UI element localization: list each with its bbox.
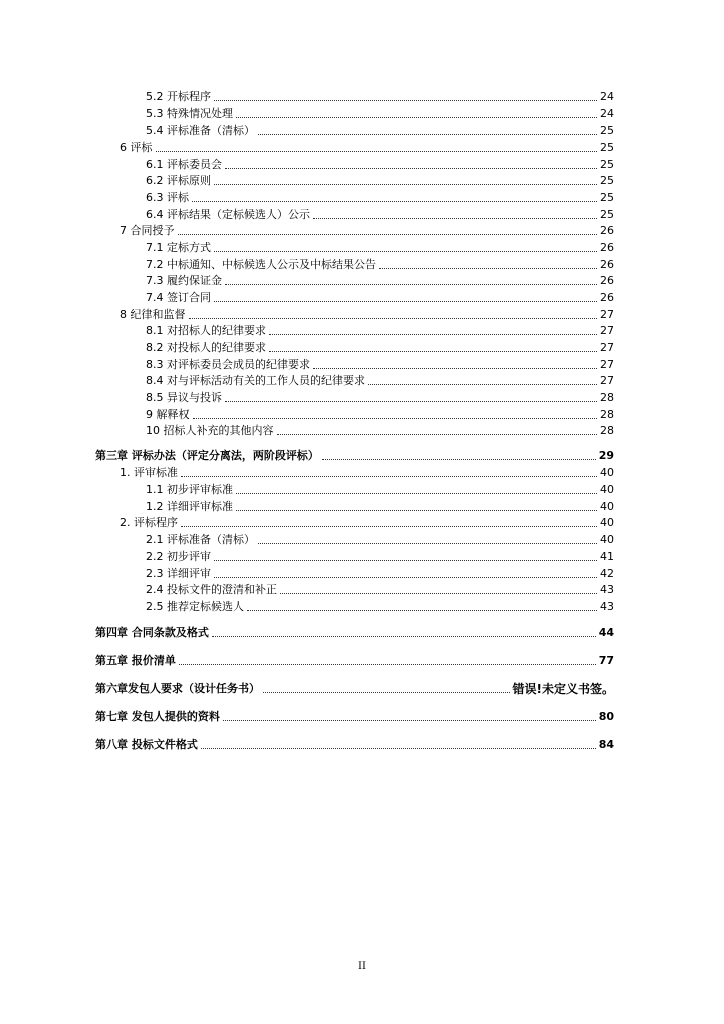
toc-entry[interactable] <box>0 156 614 172</box>
toc-entry-page: 28 <box>600 424 614 437</box>
toc-dot-leader <box>379 268 597 269</box>
toc-entry-page: 26 <box>600 291 614 304</box>
toc-entry[interactable] <box>0 389 614 405</box>
toc-entry-title: 6 评标 <box>120 141 153 154</box>
toc-entry-title: 第四章 合同条款及格式 <box>95 626 209 639</box>
toc-entry-title: 8.2 对投标人的纪律要求 <box>146 341 266 354</box>
toc-entry[interactable] <box>0 406 614 422</box>
toc-entry-page: 40 <box>600 500 614 513</box>
toc-dot-leader <box>247 610 597 611</box>
toc-entry[interactable] <box>0 322 614 338</box>
toc-dot-leader <box>258 134 597 135</box>
toc-entry-title: 6.4 评标结果（定标候选人）公示 <box>146 208 310 221</box>
toc-entry-title: 10 招标人补充的其他内容 <box>146 424 274 437</box>
toc-entry-title: 8.5 异议与投诉 <box>146 391 222 404</box>
toc-entry[interactable] <box>0 105 614 121</box>
toc-entry-title: 第七章 发包人提供的资料 <box>95 710 220 723</box>
toc-entry[interactable] <box>0 548 614 564</box>
toc-entry[interactable] <box>0 122 614 138</box>
toc-entry[interactable] <box>0 206 614 222</box>
toc-dot-leader <box>178 234 598 235</box>
toc-entry-page: 25 <box>600 158 614 171</box>
toc-entry-title: 第三章 评标办法（评定分离法，两阶段评标） <box>95 449 319 462</box>
toc-entry-title: 2.2 初步评审 <box>146 550 211 563</box>
toc-entry-title: 8.3 对评标委员会成员的纪律要求 <box>146 358 310 371</box>
toc-entry-page: 80 <box>598 710 614 723</box>
toc-dot-leader <box>280 593 597 594</box>
toc-dot-leader <box>214 100 597 101</box>
toc-entry-title: 第八章 投标文件格式 <box>95 738 198 751</box>
toc-entry[interactable] <box>0 680 614 696</box>
toc-entry[interactable] <box>0 239 614 255</box>
toc-entry-page: 40 <box>600 483 614 496</box>
toc-entry[interactable] <box>0 464 614 480</box>
toc-entry-page: 40 <box>600 516 614 529</box>
toc-entry[interactable] <box>0 481 614 497</box>
toc-entry-title: 2.4 投标文件的澄清和补正 <box>146 583 277 596</box>
toc-entry[interactable] <box>0 708 614 724</box>
toc-dot-leader <box>214 560 597 561</box>
toc-entry-page: 40 <box>600 466 614 479</box>
toc-entry[interactable] <box>0 189 614 205</box>
toc-entry-page: 27 <box>600 374 614 387</box>
toc-entry-title: 2. 评标程序 <box>120 516 178 529</box>
toc-entry-page: 40 <box>600 533 614 546</box>
toc-entry[interactable] <box>0 172 614 188</box>
toc-entry-title: 1.2 详细评审标准 <box>146 500 233 513</box>
toc-entry-page: 25 <box>600 208 614 221</box>
toc-entry-title: 8.4 对与评标活动有关的工作人员的纪律要求 <box>146 374 365 387</box>
toc-entry[interactable] <box>0 88 614 104</box>
toc-entry-page: 28 <box>600 408 614 421</box>
toc-entry-title: 6.3 评标 <box>146 191 189 204</box>
toc-entry-title: 2.3 详细评审 <box>146 567 211 580</box>
toc-entry-page: 28 <box>600 391 614 404</box>
toc-entry-page: 24 <box>600 107 614 120</box>
toc-dot-leader <box>313 218 597 219</box>
toc-entry-title: 7.1 定标方式 <box>146 241 211 254</box>
toc-dot-leader <box>225 284 597 285</box>
toc-entry[interactable] <box>0 422 614 438</box>
toc-dot-leader <box>236 493 597 494</box>
toc-dot-leader <box>201 748 596 749</box>
toc-entry[interactable] <box>0 581 614 597</box>
toc-dot-leader <box>214 184 597 185</box>
toc-dot-leader <box>263 692 510 693</box>
toc-dot-leader <box>258 543 597 544</box>
toc-dot-leader <box>214 301 597 302</box>
toc-entry-page: 44 <box>598 626 614 639</box>
toc-entry[interactable] <box>0 498 614 514</box>
toc-entry[interactable] <box>0 272 614 288</box>
toc-dot-leader <box>156 151 598 152</box>
toc-entry-error-text: 错误!未定义书签。 <box>512 682 614 696</box>
toc-entry-page: 41 <box>600 550 614 563</box>
toc-entry-title: 7.4 签订合同 <box>146 291 211 304</box>
toc-entry-page: 84 <box>598 738 614 751</box>
toc-dot-leader <box>322 459 596 460</box>
toc-entry-page: 25 <box>600 174 614 187</box>
toc-dot-leader <box>192 201 597 202</box>
toc-entry-title: 第六章发包人要求（设计任务书） <box>95 682 260 695</box>
toc-entry-page: 24 <box>600 90 614 103</box>
toc-entry-page: 25 <box>600 191 614 204</box>
toc-entry[interactable] <box>0 447 614 463</box>
toc-dot-leader <box>313 368 597 369</box>
toc-entry-title: 第五章 报价清单 <box>95 654 176 667</box>
toc-entry[interactable] <box>0 624 614 640</box>
toc-entry[interactable] <box>0 289 614 305</box>
toc-entry-title: 2.5 推荐定标候选人 <box>146 600 244 613</box>
toc-entry-page: 27 <box>600 358 614 371</box>
toc-entry-title: 9 解释权 <box>146 408 190 421</box>
toc-entry-page: 77 <box>598 654 614 667</box>
toc-entry-page: 26 <box>600 224 614 237</box>
toc-entry-title: 6.2 评标原则 <box>146 174 211 187</box>
toc-entry-title: 5.4 评标准备（清标） <box>146 124 255 137</box>
toc-entry-page: 29 <box>598 449 614 462</box>
toc-dot-leader <box>181 526 597 527</box>
toc-entry-page: 42 <box>600 567 614 580</box>
toc-entry[interactable] <box>0 598 614 614</box>
toc-dot-leader <box>225 168 597 169</box>
toc-entry[interactable] <box>0 372 614 388</box>
toc-entry[interactable] <box>0 139 614 155</box>
toc-dot-leader <box>193 418 598 419</box>
toc-entry-title: 6.1 评标委员会 <box>146 158 222 171</box>
toc-dot-leader <box>277 434 598 435</box>
toc-entry[interactable] <box>0 531 614 547</box>
toc-dot-leader <box>214 577 597 578</box>
toc-entry-page: 26 <box>600 274 614 287</box>
toc-entry-page: 25 <box>600 124 614 137</box>
toc-entry-page: 43 <box>600 583 614 596</box>
toc-entry-page: 43 <box>600 600 614 613</box>
toc-entry[interactable] <box>0 222 614 238</box>
toc-entry-title: 8 纪律和监督 <box>120 308 186 321</box>
toc-entry-page: 26 <box>600 258 614 271</box>
toc-dot-leader <box>269 351 597 352</box>
toc-entry[interactable] <box>0 306 614 322</box>
toc-dot-leader <box>368 384 597 385</box>
toc-dot-leader <box>225 401 597 402</box>
toc-entry-title: 2.1 评标准备（清标） <box>146 533 255 546</box>
toc-entry[interactable] <box>0 339 614 355</box>
page-number: II <box>358 961 366 972</box>
toc-dot-leader <box>189 318 598 319</box>
toc-entry[interactable] <box>0 256 614 272</box>
toc-entry[interactable] <box>0 736 614 752</box>
toc-dot-leader <box>181 476 597 477</box>
toc-entry-title: 7 合同授予 <box>120 224 175 237</box>
toc-dot-leader <box>214 251 597 252</box>
toc-entry[interactable] <box>0 356 614 372</box>
toc-dot-leader <box>212 636 596 637</box>
toc-entry[interactable] <box>0 565 614 581</box>
toc-dot-leader <box>236 510 597 511</box>
toc-entry-page: 25 <box>600 141 614 154</box>
toc-entry-title: 1.1 初步评审标准 <box>146 483 233 496</box>
toc-entry-title: 8.1 对招标人的纪律要求 <box>146 324 266 337</box>
toc-entry[interactable] <box>0 514 614 530</box>
toc-entry-title: 1. 评审标准 <box>120 466 178 479</box>
toc-entry-title: 7.3 履约保证金 <box>146 274 222 287</box>
toc-dot-leader <box>269 334 597 335</box>
toc-entry-page: 27 <box>600 324 614 337</box>
toc-dot-leader <box>223 720 596 721</box>
toc-entry-page: 27 <box>600 341 614 354</box>
toc-entry-page: 26 <box>600 241 614 254</box>
toc-entry-page: 27 <box>600 308 614 321</box>
toc-dot-leader <box>236 117 597 118</box>
toc-entry[interactable] <box>0 652 614 668</box>
toc-dot-leader <box>179 664 596 665</box>
toc-entry-title: 5.3 特殊情况处理 <box>146 107 233 120</box>
toc-entry-title: 7.2 中标通知、中标候选人公示及中标结果公告 <box>146 258 376 271</box>
toc-entry-title: 5.2 开标程序 <box>146 90 211 103</box>
